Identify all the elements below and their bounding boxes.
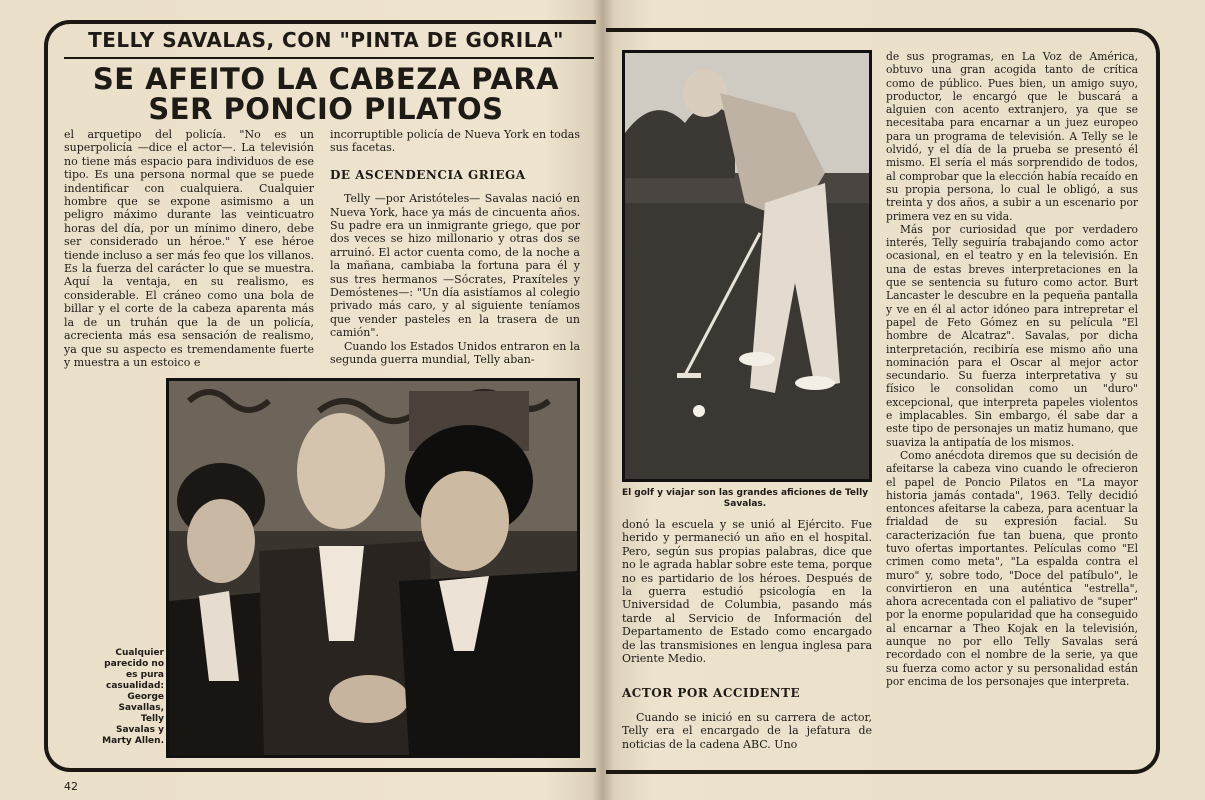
right-colA-p1: donó la escuela y se unió al Ejército. Fue herido y permaneció un año en el hospital. Pero, según sus propias palabras, dice que no le agrada hablar sobre este tema, porque no es partidario de los héroes. Después de la guerra estudió psicología en la Universidad de Columbia, pasando más tarde al Servicio de Información del Departamento de Estado como encargado de las transmisiones en lengua inglesa para Oriente Medio. — [622, 518, 872, 666]
left-col2-intro: incorruptible policía de Nueva York en todas sus facetas. — [330, 128, 580, 155]
right-colB-p2: Más por curiosidad que por verdadero interés, Telly seguiría trabajando como actor ocasional, en el teatro y en la televisión. En una de estas breves interpretaciones en la que se sentencia su futuro como actor. Burt Lancaster le descubre en la pequeña pantalla y ve en él al actor idóneo para intrepretar el papel de Feto Gómez en su película "El hombre de Alcatraz". Savalas, por dicha interpretación, recibiría ese mismo año una nominación para el Oscar al mejor actor secundario. Su fuerza interpretativa y su físico le consolidan como un "duro" excepcional, que interpreta papeles violentos e implacables. Sin embargo, él sabe dar a este tipo de personajes un matiz humano, que suaviza la antipatía de los mismos. — [886, 222, 1138, 449]
left-column-2 — [330, 128, 580, 367]
left-col2-p1: Telly —por Aristóteles— Savalas nació en Nueva York, hace ya más de cincuenta años. Su padre era un inmigrante griego, que por dos veces se hizo millonario y otras dos se arruinó. El actor cuenta como, de la noche a la mañana, cambiaba la fortuna para él y sus tres hermanos —Sócrates, Praxíteles y Demóstenes—: "Un día asistíamos al colegio privado más caro, y al siguiente teníamos que vender pasteles en la trasera de un camión". — [330, 192, 580, 340]
right-column-2 — [886, 50, 1138, 688]
left-col1-text: el arquetipo del policía. "No es un superpolicía —dice el actor—. La televisión no tiene más espacio para individuos de ese tipo. Es una persona normal que se puede indentificar con cualquiera. Cualquier hombre que se expone asimismo a un peligro máximo durante las veinticuatro horas del día, por un mínimo dinero, debe ser considerado un héroe." Y ese héroe tiende incluso a ser más feo que los villanos. Es la fuerza del carácter lo que se muestra. Aquí la ventaja, en su realismo, es considerable. El cráneo como una bola de billar y el corte de la cabeza aparenta más la de un truhán que la de un policía, acrecienta más esa sensación de realismo, ya que su aspecto es tremendamente fuerte y muestra a un estoico e — [64, 128, 314, 369]
right-colB-p1: de sus programas, en La Voz de América, obtuvo una gran acogida tanto de crítica como de público. Pues bien, un amigo suyo, productor, le encargó que le buscará a alguien con acento extranjero, ya que se necesitaba para encarnar a un juez europeo para un programa de televisión. A Telly se le olvidó, y el día de la prueba se presentó él mismo. El sería el más sorprendido de todos, al comprobar que la elección había recaído en su propia persona, lo cual le obligó, a sus treinta y dos años, a subir a un escenario por primera vez en su vida. — [886, 50, 1138, 223]
group-photo-illustration — [169, 381, 577, 755]
kicker-rule — [64, 57, 594, 59]
right-subhead: ACTOR POR ACCIDENTE — [622, 686, 801, 701]
left-subhead: DE ASCENDENCIA GRIEGA — [330, 167, 526, 182]
right-colB-p3: Como anécdota diremos que su decisión de afeitarse la cabeza vino cuando le ofrecieron el papel de Poncio Pilatos en "La mayor historia jamás contada", 1963. Telly decidió entonces afeitarse la cabeza, para acentuar la frialdad de su expresión facial. Su caracterización fue tan buena, que pronto tuvo ofertas importantes. Películas como "El crimen como meta", "La espalda contra el muro" y, sobre todo, "Doce del patíbulo", le convirtieron en una auténtica "estrella", ahora acrecentada con el paliativo de "super" por la enorme popularidad que ha conseguido al encarnar a Theo Kojak en la televisión, aunque no por ello Telly Savalas será recordado con el nombre de la serie, ya que su fuerza como actor y su personalidad están por encima de los personajes que interpreta. — [886, 448, 1138, 688]
article-headline — [56, 64, 596, 124]
headline-line-1: SE AFEITO LA CABEZA PARA — [92, 62, 560, 96]
article-kicker: TELLY SAVALAS, CON "PINTA DE GORILA" — [88, 28, 564, 52]
golf-photo-caption: El golf y viajar son las grandes aficiones de Telly Savalas. — [621, 488, 869, 509]
group-photo — [166, 378, 580, 758]
golf-photo — [622, 50, 872, 482]
page-number: 42 — [64, 780, 78, 793]
headline-line-2: SER PONCIO PILATOS — [148, 92, 504, 126]
left-column-1 — [64, 128, 314, 369]
group-photo-caption: Cualquier parecido no es pura casualidad: George Savallas, Telly Savalas y Marty Allen. — [102, 648, 164, 746]
left-col2-p2: Cuando los Estados Unidos entraron en la segunda guerra mundial, Telly aban- — [330, 339, 580, 367]
right-colA-p2: Cuando se inició en su carrera de actor, Telly era el encargado de la jefatura de noticias de la cadena ABC. Uno — [622, 710, 872, 751]
right-column-1 — [622, 518, 872, 751]
golf-photo-illustration — [625, 53, 869, 479]
